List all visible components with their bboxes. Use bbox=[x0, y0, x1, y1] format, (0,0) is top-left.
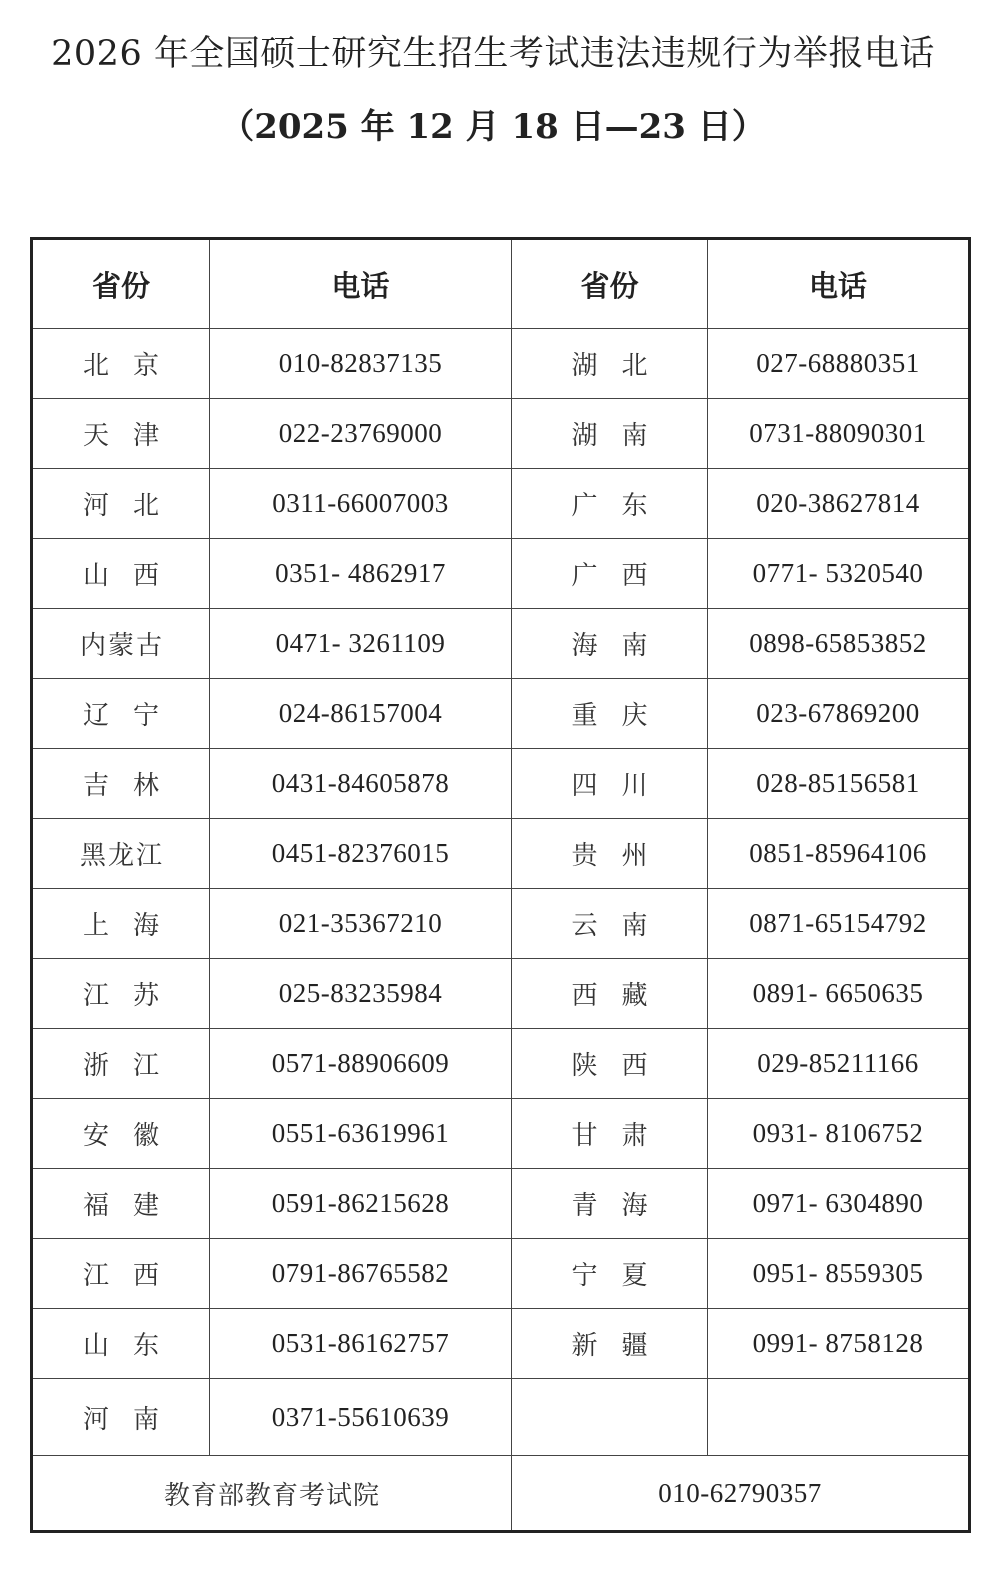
province-cell: 山西 bbox=[32, 539, 210, 609]
province-cell: 重庆 bbox=[512, 679, 708, 749]
phone-cell: 023-67869200 bbox=[708, 679, 970, 749]
table-row bbox=[32, 469, 970, 539]
table-row bbox=[32, 819, 970, 889]
province-cell: 辽宁 bbox=[32, 679, 210, 749]
date-range-subtitle: （2025 年 12 月 18 日—23 日） bbox=[220, 107, 766, 147]
province-cell: 天津 bbox=[32, 399, 210, 469]
phone-cell: 029-85211166 bbox=[708, 1029, 970, 1099]
footer-row bbox=[32, 1456, 970, 1532]
province-cell: 海南 bbox=[512, 609, 708, 679]
hotline-table bbox=[30, 237, 971, 1533]
phone-cell: 0971- 6304890 bbox=[708, 1169, 970, 1239]
table-header-row bbox=[32, 239, 970, 329]
province-cell: 山东 bbox=[32, 1309, 210, 1379]
phone-cell: 0431-84605878 bbox=[210, 749, 512, 819]
phone-cell: 022-23769000 bbox=[210, 399, 512, 469]
phone-cell: 0871-65154792 bbox=[708, 889, 970, 959]
province-cell: 四川 bbox=[512, 749, 708, 819]
province-cell: 河北 bbox=[32, 469, 210, 539]
province-cell: 内蒙古 bbox=[32, 609, 210, 679]
phone-cell: 0471- 3261109 bbox=[210, 609, 512, 679]
phone-cell: 0311-66007003 bbox=[210, 469, 512, 539]
phone-cell: 0851-85964106 bbox=[708, 819, 970, 889]
phone-cell: 020-38627814 bbox=[708, 469, 970, 539]
province-cell: 北京 bbox=[32, 329, 210, 399]
province-cell: 宁夏 bbox=[512, 1239, 708, 1309]
phone-cell: 027-68880351 bbox=[708, 329, 970, 399]
table-row bbox=[32, 399, 970, 469]
phone-cell: 0951- 8559305 bbox=[708, 1239, 970, 1309]
phone-cell: 0731-88090301 bbox=[708, 399, 970, 469]
phone-cell: 0451-82376015 bbox=[210, 819, 512, 889]
province-cell: 吉林 bbox=[32, 749, 210, 819]
province-cell: 安徽 bbox=[32, 1099, 210, 1169]
table-row bbox=[32, 1239, 970, 1309]
phone-cell: 0571-88906609 bbox=[210, 1029, 512, 1099]
table-row bbox=[32, 1379, 970, 1456]
phone-cell: 0371-55610639 bbox=[210, 1379, 512, 1456]
phone-cell: 0791-86765582 bbox=[210, 1239, 512, 1309]
province-cell: 青海 bbox=[512, 1169, 708, 1239]
phone-cell: 0551-63619961 bbox=[210, 1099, 512, 1169]
table-row bbox=[32, 959, 970, 1029]
table-row bbox=[32, 749, 970, 819]
header-phone-left: 电话 bbox=[210, 239, 512, 329]
phone-cell: 025-83235984 bbox=[210, 959, 512, 1029]
header-phone-right: 电话 bbox=[708, 239, 970, 329]
province-cell: 西藏 bbox=[512, 959, 708, 1029]
phone-cell: 021-35367210 bbox=[210, 889, 512, 959]
phone-cell: 0531-86162757 bbox=[210, 1309, 512, 1379]
exam-authority-phone: 010-62790357 bbox=[512, 1456, 970, 1532]
table-row bbox=[32, 1099, 970, 1169]
phone-cell: 0351- 4862917 bbox=[210, 539, 512, 609]
province-cell: 江西 bbox=[32, 1239, 210, 1309]
table-row bbox=[32, 1169, 970, 1239]
province-cell: 云南 bbox=[512, 889, 708, 959]
header-province-left: 省份 bbox=[32, 239, 210, 329]
phone-cell: 028-85156581 bbox=[708, 749, 970, 819]
table-row bbox=[32, 329, 970, 399]
phone-cell: 0771- 5320540 bbox=[708, 539, 970, 609]
header-province-right: 省份 bbox=[512, 239, 708, 329]
phone-cell: 0891- 6650635 bbox=[708, 959, 970, 1029]
phone-cell: 0898-65853852 bbox=[708, 609, 970, 679]
table-row bbox=[32, 679, 970, 749]
table-row bbox=[32, 1029, 970, 1099]
phone-cell: 024-86157004 bbox=[210, 679, 512, 749]
province-cell: 河南 bbox=[32, 1379, 210, 1456]
page-title: 2026 年全国硕士研究生招生考试违法违规行为举报电话 bbox=[51, 34, 935, 74]
phone-cell: 010-82837135 bbox=[210, 329, 512, 399]
province-cell: 浙江 bbox=[32, 1029, 210, 1099]
table-row bbox=[32, 539, 970, 609]
province-cell: 广东 bbox=[512, 469, 708, 539]
table-row bbox=[32, 609, 970, 679]
table-row bbox=[32, 1309, 970, 1379]
province-cell-empty bbox=[512, 1379, 708, 1456]
phone-cell: 0991- 8758128 bbox=[708, 1309, 970, 1379]
phone-cell-empty bbox=[708, 1379, 970, 1456]
province-cell: 福建 bbox=[32, 1169, 210, 1239]
province-cell: 甘肃 bbox=[512, 1099, 708, 1169]
province-cell: 上海 bbox=[32, 889, 210, 959]
province-cell: 湖南 bbox=[512, 399, 708, 469]
province-cell: 贵州 bbox=[512, 819, 708, 889]
table-row bbox=[32, 889, 970, 959]
province-cell: 黑龙江 bbox=[32, 819, 210, 889]
phone-cell: 0591-86215628 bbox=[210, 1169, 512, 1239]
province-cell: 江苏 bbox=[32, 959, 210, 1029]
province-cell: 新疆 bbox=[512, 1309, 708, 1379]
province-cell: 陕西 bbox=[512, 1029, 708, 1099]
phone-cell: 0931- 8106752 bbox=[708, 1099, 970, 1169]
province-cell: 广西 bbox=[512, 539, 708, 609]
province-cell: 湖北 bbox=[512, 329, 708, 399]
exam-authority-name: 教育部教育考试院 bbox=[32, 1456, 512, 1532]
